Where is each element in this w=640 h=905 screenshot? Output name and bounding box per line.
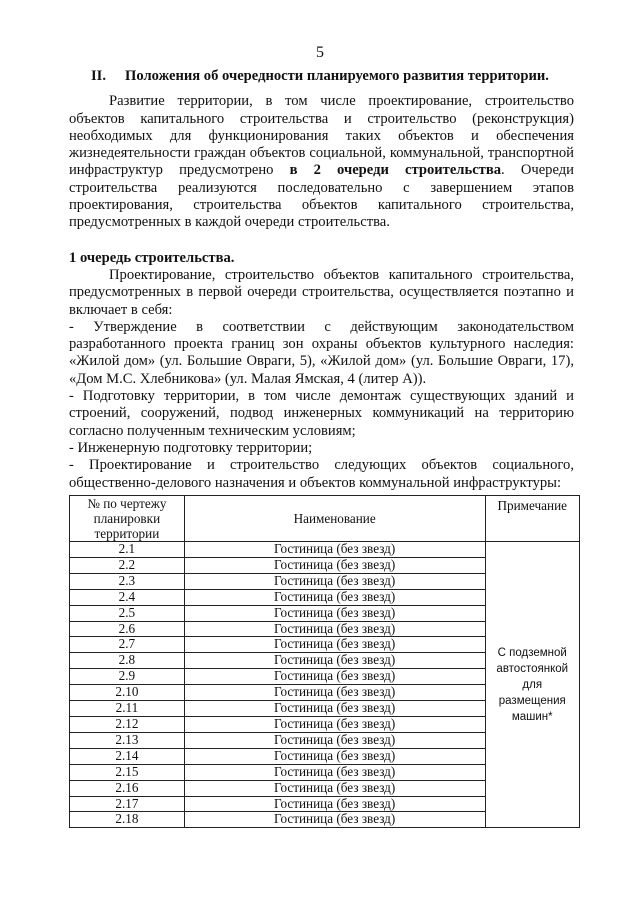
row-number: 2.15 bbox=[70, 764, 185, 780]
stage1-item: - Проектирование и строительство следующих объектов социального, общественно-делового назначения и объектов коммунальной инфраструктуры: bbox=[69, 457, 574, 491]
row-name: Гостиница (без звезд) bbox=[184, 701, 485, 717]
row-name: Гостиница (без звезд) bbox=[184, 589, 485, 605]
row-name: Гостиница (без звезд) bbox=[184, 542, 485, 558]
row-name: Гостиница (без звезд) bbox=[184, 812, 485, 828]
stage1-item: - Инженерную подготовку территории; bbox=[69, 439, 313, 456]
row-name: Гостиница (без звезд) bbox=[184, 732, 485, 748]
row-name: Гостиница (без звезд) bbox=[184, 716, 485, 732]
section-title-text: Положения об очередности планируемого развития территории. bbox=[125, 68, 549, 84]
row-name: Гостиница (без звезд) bbox=[184, 764, 485, 780]
row-number: 2.3 bbox=[70, 573, 185, 589]
row-name: Гостиница (без звезд) bbox=[184, 685, 485, 701]
row-name: Гостиница (без звезд) bbox=[184, 573, 485, 589]
row-number: 2.6 bbox=[70, 621, 185, 637]
stage1-intro: Проектирование, строительство объектов капитального строительства, предусмотренных в первой очереди строительства, осуществляется поэтапно и включает в себя: bbox=[69, 266, 574, 318]
row-number: 2.11 bbox=[70, 701, 185, 717]
row-name: Гостиница (без звезд) bbox=[184, 669, 485, 685]
header-number: № по чертежу планировки территории bbox=[70, 496, 185, 542]
intro-text-before: Развитие территории, в том числе проектирование, строительство объектов капитального строительства и строительство (реконструкция) необходимых для функционирования таких объектов и обеспечения жизнедеятельности граждан объектов социальной, коммунальной, транспортной инфраструктур предусмотрено bbox=[69, 93, 574, 179]
stage1-item: - Подготовку территории, в том числе демонтаж существующих зданий и строений, сооружений, подвод инженерных коммуникаций на территорию согласно полученным техническим условиям; bbox=[69, 388, 574, 439]
row-number: 2.5 bbox=[70, 605, 185, 621]
intro-text-after: . Очереди строительства реализуются последовательно с завершением этапов проектирования, строительства объектов капитального строительства, предусмотренных в каждой очереди строительства. bbox=[69, 162, 574, 231]
row-name: Гостиница (без звезд) bbox=[184, 621, 485, 637]
row-number: 2.16 bbox=[70, 780, 185, 796]
row-note: С подземной автостоянкой для размещения машин* bbox=[485, 542, 580, 828]
row-name: Гостиница (без звезд) bbox=[184, 637, 485, 653]
intro-bold-text: в 2 очереди строительства bbox=[289, 162, 502, 179]
row-number: 2.2 bbox=[70, 557, 185, 573]
row-number: 2.9 bbox=[70, 669, 185, 685]
document-body bbox=[69, 68, 574, 492]
table-row bbox=[70, 542, 580, 558]
row-number: 2.17 bbox=[70, 796, 185, 812]
section-number: II. bbox=[91, 68, 107, 84]
header-note: Примечание bbox=[485, 496, 580, 542]
section-title bbox=[69, 68, 574, 85]
stage1-item: - Утверждение в соответствии с действующим законодательством разработанного проекта границ зон охраны объектов культурного наследия: «Жилой дом» (ул. Большие Овраги, 5), «Жилой дом» (ул. Большие Овраги, 17), «Дом М.С. Хлебникова» (ул. Малая Ямская, 4 (литер А)). bbox=[69, 318, 574, 387]
intro-paragraph bbox=[69, 93, 574, 231]
row-name: Гостиница (без звезд) bbox=[184, 796, 485, 812]
header-name: Наименование bbox=[184, 496, 485, 542]
row-number: 2.12 bbox=[70, 716, 185, 732]
row-name: Гостиница (без звезд) bbox=[184, 605, 485, 621]
objects-table bbox=[69, 495, 580, 828]
row-number: 2.18 bbox=[70, 812, 185, 828]
row-number: 2.13 bbox=[70, 732, 185, 748]
row-number: 2.10 bbox=[70, 685, 185, 701]
row-number: 2.8 bbox=[70, 653, 185, 669]
stage1-heading: 1 очередь строительства. bbox=[69, 249, 235, 266]
row-name: Гостиница (без звезд) bbox=[184, 653, 485, 669]
row-number: 2.7 bbox=[70, 637, 185, 653]
row-name: Гостиница (без звезд) bbox=[184, 780, 485, 796]
row-name: Гостиница (без звезд) bbox=[184, 557, 485, 573]
page-number: 5 bbox=[316, 44, 324, 61]
row-number: 2.14 bbox=[70, 748, 185, 764]
row-number: 2.4 bbox=[70, 589, 185, 605]
row-number: 2.1 bbox=[70, 542, 185, 558]
table-header-row bbox=[70, 496, 580, 542]
row-name: Гостиница (без звезд) bbox=[184, 748, 485, 764]
